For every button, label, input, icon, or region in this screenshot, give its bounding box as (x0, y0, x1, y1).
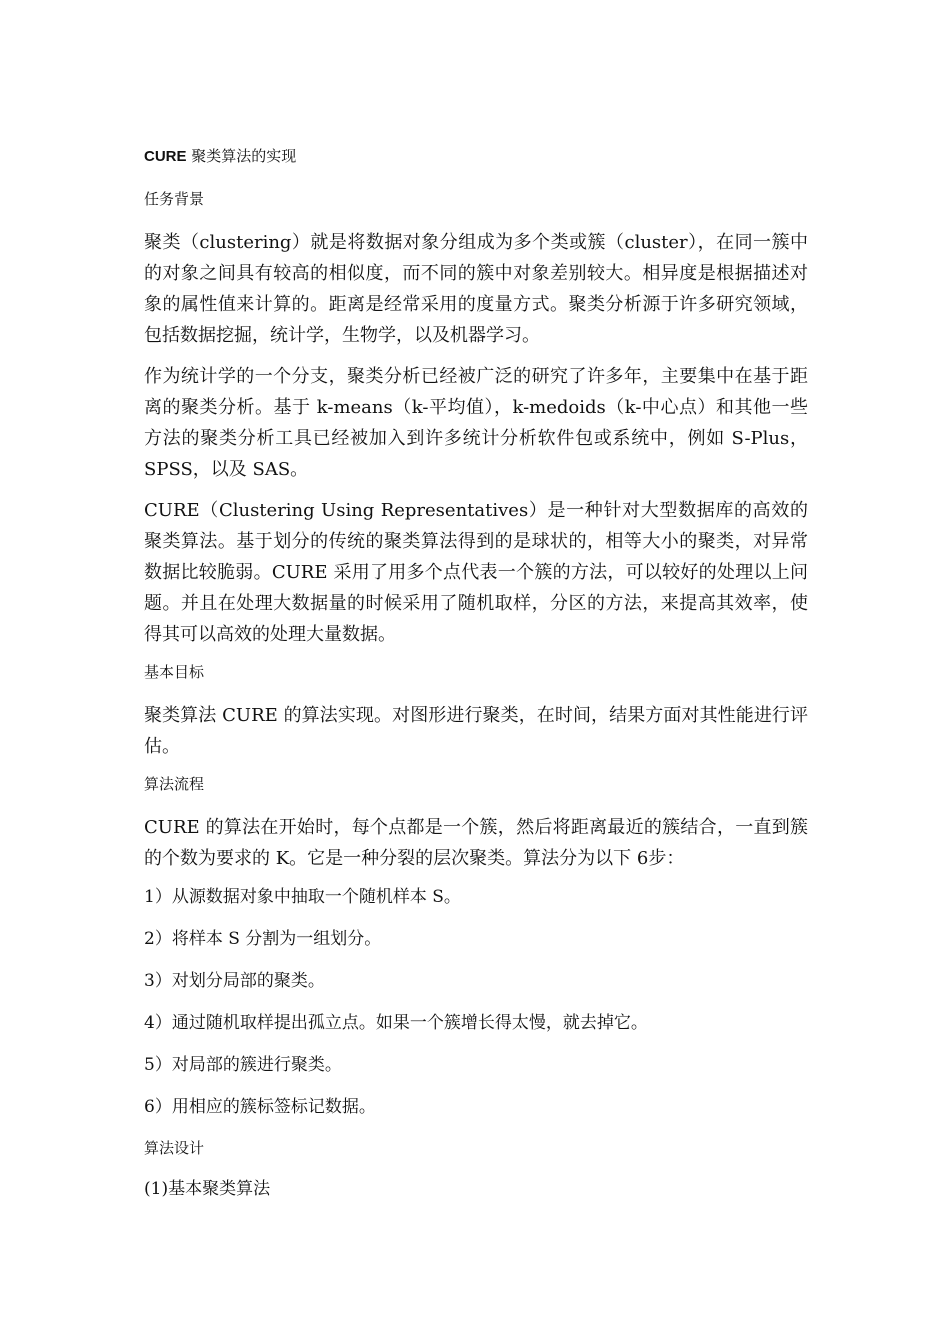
title-suffix: 聚类算法的实现 (186, 147, 297, 165)
paragraph-cure-intro: CURE（Clustering Using Representatives）是一种针对大型数据库的高效的聚类算法。基于划分的传统的聚类算法得到的是球状的，相等大小的聚类，对异常数据比较脆弱。CURE 采用了用多个点代表一个簇的方法，可以较好的处理以上问题。并且在处理大数据量的时候采用了随机取样，分区的方法，来提高其效率，使得其可以高效的处理大量数据。 (144, 500, 808, 645)
paragraph-statistics: 作为统计学的一个分支，聚类分析已经被广泛的研究了许多年，主要集中在基于距离的聚类分析。基于 k-means（k-平均值），k-medoids（k-中心点）和其他一些方法的聚类分析工具已经被加入到许多统计分析软件包或系统中，例如 S-Plus，SPSS，以及 SAS。 (144, 366, 808, 480)
paragraph-flow: CURE 的算法在开始时，每个点都是一个簇，然后将距离最近的簇结合，一直到簇的个数为要求的 K。它是一种分裂的层次聚类。算法分为以下 6步： (144, 817, 808, 869)
step-item: 5）对局部的簇进行聚类。 (144, 1055, 342, 1075)
heading-background: 任务背景 (144, 190, 205, 208)
document-title (144, 144, 808, 169)
heading-goal: 基本目标 (144, 663, 205, 681)
step-item: 2）将样本 S 分割为一组划分。 (144, 929, 382, 949)
step-item: 3）对划分局部的聚类。 (144, 971, 325, 991)
heading-flow: 算法流程 (144, 775, 205, 793)
paragraph-goal: 聚类算法 CURE 的算法实现。对图形进行聚类，在时间，结果方面对其性能进行评估。 (144, 705, 808, 757)
paragraph-clustering-intro: 聚类（clustering）就是将数据对象分组成为多个类或簇（cluster），在同一簇中的对象之间具有较高的相似度，而不同的簇中对象差别较大。相异度是根据描述对象的属性值来计算的。距离是经常采用的度量方式。聚类分析源于许多研究领域，包括数据挖掘，统计学，生物学，以及机器学习。 (144, 232, 808, 346)
subheading-basic-clustering: (1)基本聚类算法 (144, 1179, 271, 1199)
step-item: 4）通过随机取样提出孤立点。如果一个簇增长得太慢，就去掉它。 (144, 1013, 648, 1033)
step-item: 1）从源数据对象中抽取一个随机样本 S。 (144, 887, 461, 907)
document-page (144, 144, 808, 1202)
step-item: 6）用相应的簇标签标记数据。 (144, 1097, 376, 1117)
heading-design: 算法设计 (144, 1139, 205, 1157)
title-prefix: CURE (144, 148, 187, 165)
